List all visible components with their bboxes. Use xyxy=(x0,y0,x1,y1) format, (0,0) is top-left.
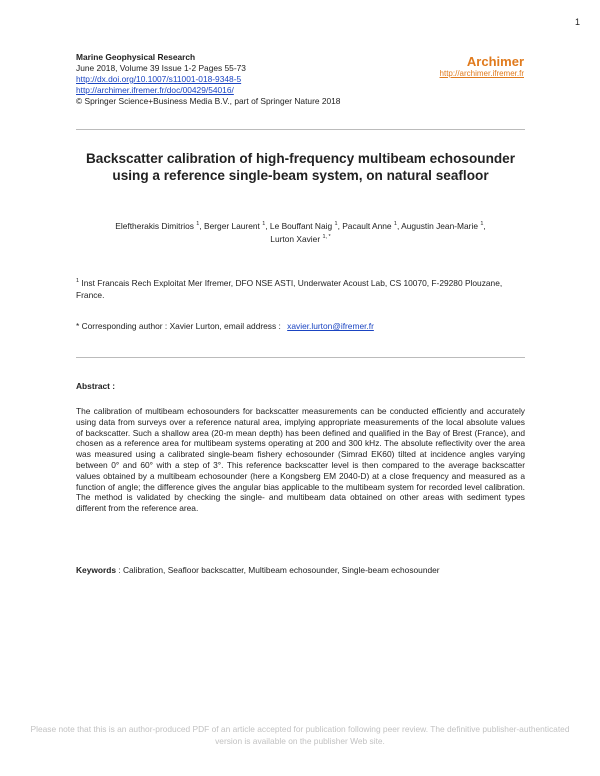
paper-title: Backscatter calibration of high-frequency multibeam echosounder using a reference single-beam system, on natural seafloor xyxy=(85,151,516,183)
corresponding-author-text: * Corresponding author : Xavier Lurton, email address : xyxy=(76,321,281,331)
affiliation-mark: 1 xyxy=(76,278,80,285)
author-affiliation-mark: 1 xyxy=(393,221,397,228)
archimer-brand: Archimer xyxy=(466,54,524,69)
abstract-heading: Abstract : xyxy=(76,381,116,391)
affiliation xyxy=(76,277,525,301)
keywords-list: : Calibration, Seafloor backscatter, Multibeam echosounder, Single-beam echosounder xyxy=(116,565,440,575)
journal-name: Marine Geophysical Research xyxy=(76,52,196,62)
author-email-link[interactable]: xavier.lurton@ifremer.fr xyxy=(287,321,374,331)
author-affiliation-mark: 1 xyxy=(480,221,484,228)
author-affiliation-mark: 1 xyxy=(262,221,266,228)
author-list: Eleftherakis Dimitrios $^1$, Berger Laurent $^1$, Le Bouffant Naig $^1$, Pacault Anne $^1$, Augustin Jean-Marie $^1$, Lurton Xavier $^{1, *}$ xyxy=(115,221,486,244)
header-divider xyxy=(76,129,525,130)
corresponding-author xyxy=(76,320,525,332)
author-name: Lurton Xavier xyxy=(270,233,321,244)
author-name: Berger Laurent xyxy=(204,221,260,231)
author-name: Eleftherakis Dimitrios xyxy=(115,221,194,231)
copyright-line: © Springer Science+Business Media B.V., part of Springer Nature 2018 xyxy=(76,96,341,106)
author-affiliation-mark: 1, * xyxy=(322,233,331,240)
journal-issue: June 2018, Volume 39 Issue 1-2 Pages 55-73 xyxy=(76,63,246,73)
archimer-doc-link[interactable]: http://archimer.ifremer.fr/doc/00429/54016/ xyxy=(76,85,234,95)
affiliation-text: Inst Francais Rech Exploitat Mer Ifremer, DFO NSE ASTI, Underwater Acoust Lab, CS 10070, F-29280 Plouzane, France. xyxy=(76,278,503,300)
author-affiliation-mark: 1 xyxy=(334,221,338,228)
journal-header xyxy=(76,52,340,107)
doi-link[interactable]: http://dx.doi.org/10.1007/s11001-018-9348-5 xyxy=(76,74,242,84)
author-affiliation-mark: 1 xyxy=(196,221,200,228)
section-divider xyxy=(76,357,525,358)
keywords xyxy=(76,565,525,576)
page-number: 1 xyxy=(574,17,580,27)
author-name: Pacault Anne xyxy=(342,221,392,231)
abstract-text: The calibration of multibeam echosounders for backscatter measurements can be conducted efficiently and accurately using data from surveys over a reference natural area, implying appropriate measurements of the local absolute values of backscatter. Such a shallow area (20-m mean depth) has been defined and qualified in the Bay of Brest (France), and chosen as a reference area for multibeam systems operating at 200 and 300 kHz. The absolute reflectivity over the area was measured using a calibrated single-beam fishery echosounder (Simrad EK60) tilted at incidence angles varying between 0° and 60° with a step of 3°. This reference backscatter level is then compared to the average backscatter values obtained by a multibeam echosounder (here a Kongsberg EM 2040-D) at a close frequency and measured as a function of angle; the difference gives the angular bias applicable to the multibeam system for recorded level calibration. The method is validated by checking the single- and multibeam data obtained on other areas with sediment types different from the reference area. xyxy=(76,406,525,514)
archimer-url-link[interactable]: http://archimer.ifremer.fr xyxy=(439,69,524,78)
author-name: Le Bouffant Naig xyxy=(269,221,333,231)
author-name: Augustin Jean-Marie xyxy=(401,221,478,231)
keywords-label: Keywords xyxy=(76,565,117,575)
archimer-logo xyxy=(440,54,524,78)
footer-note: Please note that this is an author-produced PDF of an article accepted for publication following peer review. The definitive publisher-authenticated version is available on the publisher Web site. xyxy=(30,724,570,746)
